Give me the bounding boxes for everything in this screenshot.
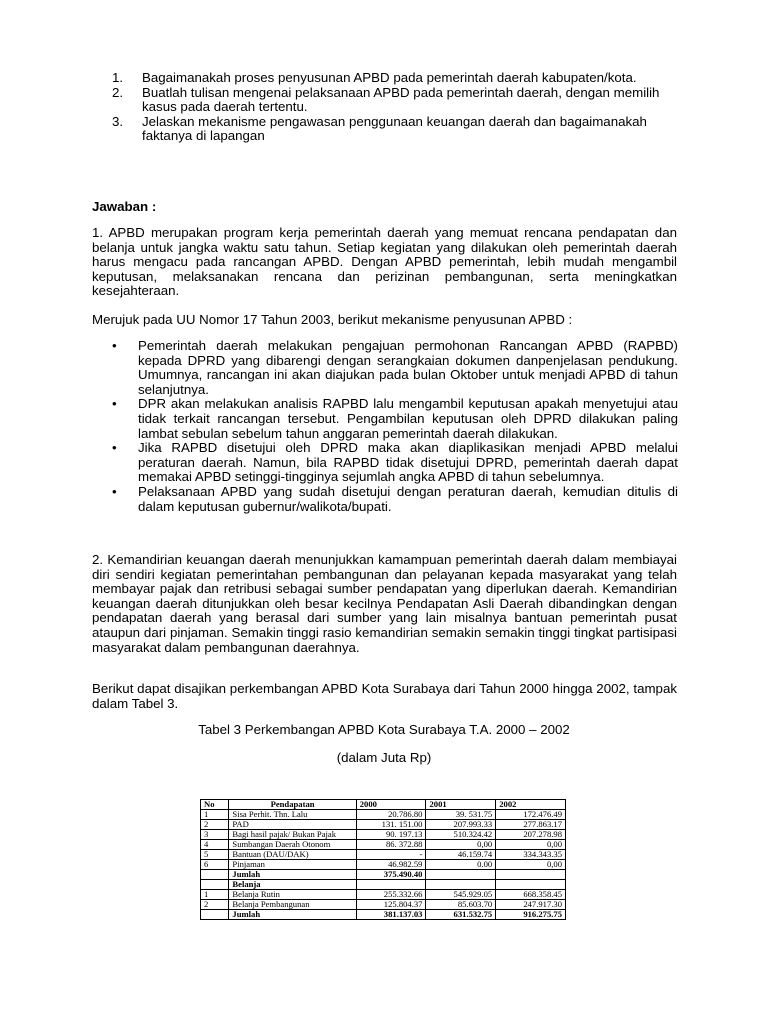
- cell-2001: [426, 870, 496, 880]
- table-row: [201, 840, 566, 850]
- cell-2000: [356, 880, 426, 890]
- cell-2002: 668.358.45: [496, 890, 566, 900]
- cell-label: Bagi hasil pajak/ Bukan Pajak: [229, 830, 356, 840]
- cell-2001: 0.00: [426, 860, 496, 870]
- cell-label: Belanja Pembangunan: [229, 900, 356, 910]
- table-row: [201, 830, 566, 840]
- bullet-item: [92, 397, 678, 441]
- bullet-text: Jika RAPBD disetujui oleh DPRD maka akan diaplikasikan menjadi APBD melalui peraturan daerah. Namun, bila RAPBD tidak disetujui DPRD, pemerintah daerah dapat memakai APBD setinggi-tingginya sejumlah angka APBD di tahun sebelumnya.: [138, 440, 678, 485]
- cell-2002: 207.278.98: [496, 830, 566, 840]
- header-pendapatan: Pendapatan: [229, 800, 356, 810]
- cell-2002: 0,00: [496, 840, 566, 850]
- question-text: Bagaimanakah proses penyusunan APBD pada pemerintah daerah kabupaten/kota.: [142, 70, 637, 85]
- table-row: [201, 890, 566, 900]
- table-row: [201, 870, 566, 880]
- table-row: [201, 810, 566, 820]
- cell-label: PAD: [229, 820, 356, 830]
- cell-no: 2: [201, 900, 229, 910]
- question-number: 1.: [112, 70, 124, 85]
- cell-2000: 46.982.59: [356, 860, 426, 870]
- cell-label: Belanja Rutin: [229, 890, 356, 900]
- cell-label: Jumlah: [229, 910, 356, 920]
- bullet-text: Pelaksanaan APBD yang sudah disetujui dengan peraturan daerah, kemudian ditulis di dalam keputusan gubernur/walikota/bupati.: [138, 483, 678, 514]
- bullet-item: [92, 441, 678, 485]
- question-number: 2.: [112, 84, 124, 100]
- cell-2001: 631.532.75: [426, 910, 496, 920]
- bullet-icon: •: [112, 396, 117, 412]
- cell-2002: 0,00: [496, 860, 566, 870]
- apbd-table: [200, 799, 566, 920]
- cell-no: 1: [201, 890, 229, 900]
- cell-2001: 85.603.70: [426, 900, 496, 910]
- cell-2002: [496, 880, 566, 890]
- bullet-text: DPR akan melakukan analisis RAPBD lalu mengambil keputusan apakah menyetujui atau tidak terkait rancangan tersebut. Pengambilan keputusan oleh DPRD dilakukan paling lambat sebulan sebelum tahun anggaran pemerintah daerah dilakukan.: [138, 396, 678, 441]
- cell-2000: 86. 372.88: [356, 840, 426, 850]
- cell-no: 3: [201, 830, 229, 840]
- question-item: [92, 115, 682, 144]
- cell-2001: [426, 880, 496, 890]
- cell-2002: 277.863.17: [496, 820, 566, 830]
- table-title: Tabel 3 Perkembangan APBD Kota Surabaya T.A. 2000 – 2002: [198, 722, 570, 737]
- bullet-item: [92, 339, 678, 397]
- bullet-icon: •: [112, 483, 117, 499]
- question-list: [92, 71, 682, 144]
- cell-2001: 510.324.42: [426, 830, 496, 840]
- cell-no: [201, 880, 229, 890]
- paragraph-uu-reference: Merujuk pada UU Nomor 17 Tahun 2003, berikut mekanisme penyusunan APBD :: [92, 312, 573, 327]
- cell-label: Bantuan (DAU/DAK): [229, 850, 356, 860]
- cell-label: Sumbangan Daerah Otonom: [229, 840, 356, 850]
- table-row: [201, 860, 566, 870]
- header-2002: 2002: [496, 800, 566, 810]
- cell-no: 1: [201, 810, 229, 820]
- cell-label: Belanja: [229, 880, 356, 890]
- cell-2001: 39. 531.75: [426, 810, 496, 820]
- cell-2001: 46.159.74: [426, 850, 496, 860]
- cell-no: 2: [201, 820, 229, 830]
- cell-2000: 20.786.80: [356, 810, 426, 820]
- cell-2001: 545.929.05: [426, 890, 496, 900]
- table-header-row: [201, 800, 566, 810]
- bullet-icon: •: [112, 338, 117, 353]
- header-2000: 2000: [356, 800, 426, 810]
- question-text: Buatlah tulisan mengenai pelaksanaan APBD pada pemerintah daerah, dengan memilih kasus pada daerah tertentu.: [142, 84, 660, 115]
- cell-no: 5: [201, 850, 229, 860]
- question-text: Jelaskan mekanisme pengawasan penggunaan keuangan daerah dan bagaimanakah faktanya di lapangan: [142, 113, 647, 144]
- cell-2002: 172.476.49: [496, 810, 566, 820]
- cell-2000: 381.137.03: [356, 910, 426, 920]
- cell-2000: 90. 197.13: [356, 830, 426, 840]
- cell-label: Pinjaman: [229, 860, 356, 870]
- table-row: [201, 850, 566, 860]
- cell-2000: 255.332.66: [356, 890, 426, 900]
- cell-2000: 375.490.40: [356, 870, 426, 880]
- bullet-item: [92, 485, 678, 514]
- table-row: [201, 900, 566, 910]
- question-number: 3.: [112, 113, 124, 129]
- cell-2000: -: [356, 850, 426, 860]
- table-row: [201, 910, 566, 920]
- table-unit: (dalam Juta Rp): [336, 750, 432, 765]
- answer-heading: Jawaban :: [92, 199, 157, 214]
- header-no: No: [201, 800, 229, 810]
- cell-2002: 247.917.30: [496, 900, 566, 910]
- bullet-icon: •: [112, 440, 117, 456]
- cell-2002: 334.343.35: [496, 850, 566, 860]
- paragraph-apbd-definition: 1. APBD merupakan program kerja pemerintah daerah yang memuat rencana pendapatan dan belanja untuk jangka waktu satu tahun. Setiap kegiatan yang dilakukan oleh pemerintah daerah harus mengacu pada rancangan APBD. Dengan APBD pemerintah, lebih mudah mengambil keputusan, melaksanakan rencana dan perizinan pembangunan, serta meningkatkan kesejahteraan.: [92, 225, 677, 299]
- cell-2001: 207.993.33: [426, 820, 496, 830]
- cell-no: [201, 910, 229, 920]
- mechanism-bullet-list: [92, 339, 678, 514]
- cell-2000: 125.804.37: [356, 900, 426, 910]
- question-item: [92, 86, 682, 115]
- table-row: [201, 820, 566, 830]
- cell-2000: 131. 151.00: [356, 820, 426, 830]
- table-row: [201, 880, 566, 890]
- cell-no: 6: [201, 860, 229, 870]
- cell-2001: 0,00: [426, 840, 496, 850]
- header-2001: 2001: [426, 800, 496, 810]
- cell-no: 4: [201, 840, 229, 850]
- paragraph-table-intro: Berikut dapat disajikan perkembangan APBD Kota Surabaya dari Tahun 2000 hingga 2002, tampak dalam Tabel 3.: [92, 681, 677, 711]
- cell-2002: 916.275.75: [496, 910, 566, 920]
- question-item: [92, 71, 682, 86]
- bullet-text: Pemerintah daerah melakukan pengajuan permohonan Rancangan APBD (RAPBD) kepada DPRD yang dibarengi dengan serangkaian dokumen danpenjelasan pendukung. Umumnya, rancangan ini akan diajukan pada bulan Oktober untuk menjadi APBD di tahun selanjutnya.: [138, 338, 678, 397]
- cell-label: Jumlah: [229, 870, 356, 880]
- cell-2002: [496, 870, 566, 880]
- cell-no: [201, 870, 229, 880]
- paragraph-kemandirian: 2. Kemandirian keuangan daerah menunjukkan kamampuan pemerintah daerah dalam membiayai diri sendiri kegiatan pemerintahan pembangunan dan pelayanan kepada masyarakat yang telah membayar pajak dan retribusi sebagai sumber pendapatan yang diperlukan daerah. Kemandirian keuangan daerah ditunjukkan oleh besar kecilnya Pendapatan Asli Daerah dibandingkan dengan pendapatan daerah yang berasal dari sumber yang lain misalnya bantuan pemerintah pusat ataupun dari pinjaman. Semakin tinggi rasio kemandirian semakin semakin tinggi tingkat partisipasi masyarakat dalam pembangunan daerahnya.: [92, 552, 677, 655]
- cell-label: Sisa Perhit. Thn. Lalu: [229, 810, 356, 820]
